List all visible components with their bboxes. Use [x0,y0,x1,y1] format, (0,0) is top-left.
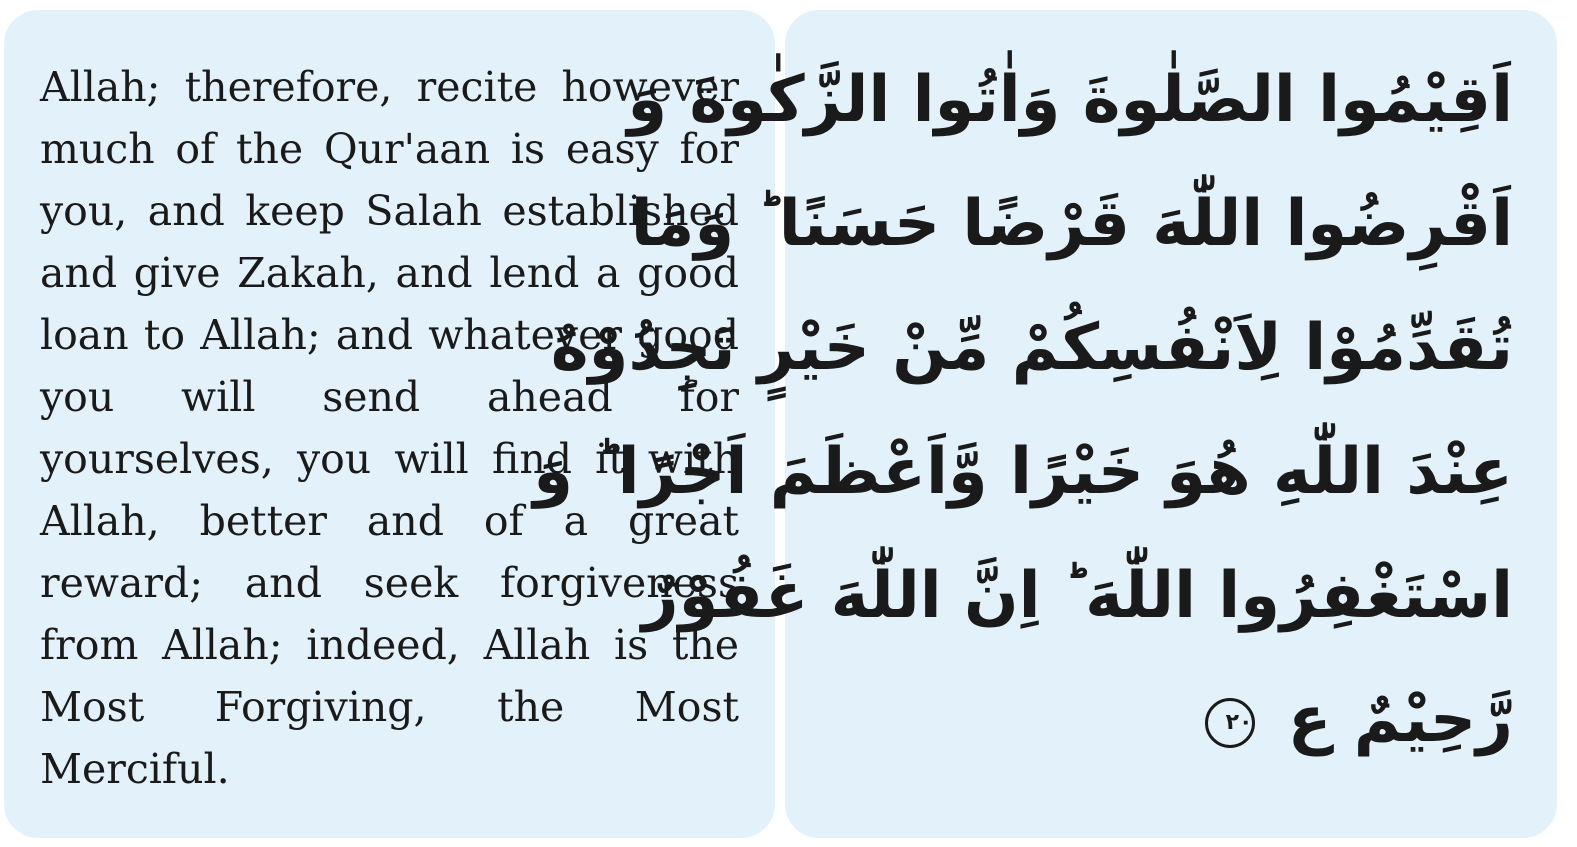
arabic-line-1: اَقِيْمُوا الصَّلٰوةَ وَاٰتُوا الزَّكٰوةَ وَ [627,63,1513,137]
arabic-line-3: تُقَدِّمُوْا لِاَنْفُسِكُمْ مِّنْ خَيْرٍ تَجِدُوْهُ [550,311,1513,385]
arabic-line-5: اسْتَغْفِرُوا اللّٰهَ ؕ اِنَّ اللّٰهَ غَفُوْرٌ [641,559,1513,633]
arabic-panel [533,10,1557,838]
arabic-line-2: اَقْرِضُوا اللّٰهَ قَرْضًا حَسَنًا ؕ وَمَا [630,187,1513,261]
arabic-line-6 [811,658,1513,782]
arabic-line-6-text: رَّحِيْمٌ ع [1287,683,1513,757]
ayah-number-marker: ٢٠ [1205,698,1255,748]
translation-text: Allah; therefore, recite however much of the Qur'aan is easy for you, and keep Salah established and give Zakah, and lend a good loan to Allah; and whatever good you will send ahead for yourselves, you will find it with Allah, better and of a great reward; and seek forgiveness from Allah; indeed, Allah is the Most Forgiving, the Most Merciful. [40,63,739,793]
arabic-line-4: عِنْدَ اللّٰهِ هُوَ خَيْرًا وَّاَعْظَمَ اَجْرًا ؕ وَ [533,435,1513,509]
